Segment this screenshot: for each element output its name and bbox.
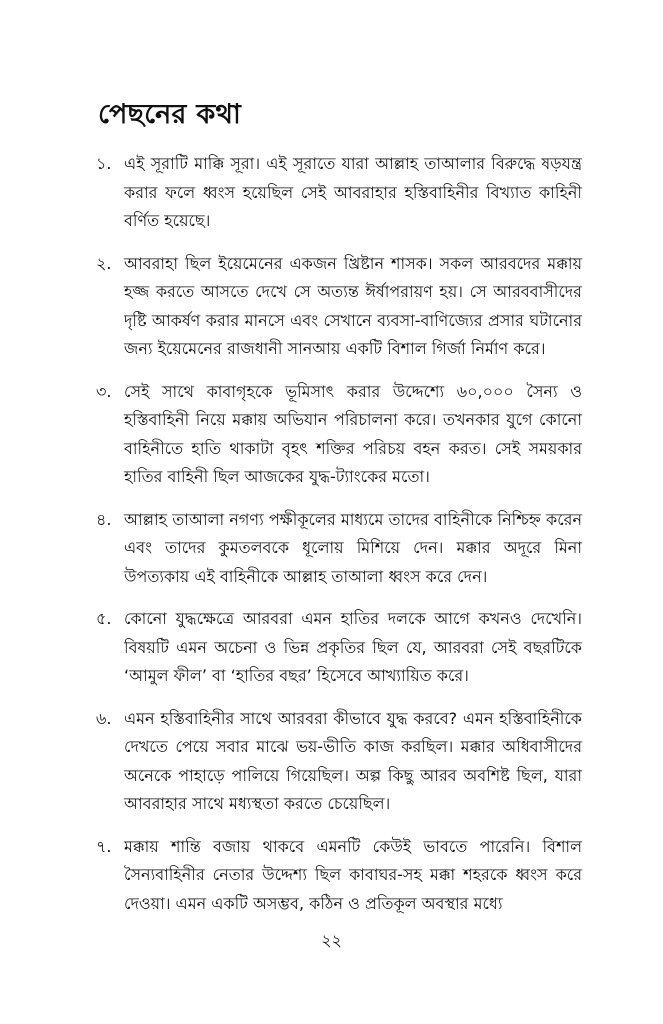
item-text: আল্লাহ তাআলা নগণ্য পক্ষীকূলের মাধ্যমে তাদের বাহিনীকে নিশ্চিহ্ন করেন এবং তাদের কুমতলবকে ধূলোয় মিশিয়ে দেন। মক্কার অদূরে মিনা উপত্যকায় এই বাহিনীকে আল্লাহ তাআলা ধ্বংস করে দেন। <box>124 509 582 586</box>
item-text: কোনো যুদ্ধক্ষেত্রে আরবরা এমন হাতির দলকে আগে কখনও দেখেনি। বিষয়টি এমন অচেনা ও ভিন্ন প্রকৃতির ছিল যে, আরবরা সেই বছরটিকে ‘আমুল ফীল’ বা ‘হাতির বছর’ হিসেবে আখ্যায়িত করে। <box>124 609 582 685</box>
item-text: আবরাহা ছিল ইয়েমেনের একজন খ্রিষ্টান শাসক। সকল আরবদের মক্কায় হজ্জ করতে আসতে দেখে সে অত্যন্ত ঈর্ষাপরায়ণ হয়। সে আরববাসীদের দৃষ্টি আকর্ষণ করার মানসে এবং সেখানে ব্যবসা-বাণিজ্যের প্রসার ঘটানোর জন্য ইয়েমেনের রাজধানী সানআয় একটি বিশাল গির্জা নির্মাণ করে। <box>124 253 582 358</box>
item-number: ২. <box>96 253 112 273</box>
list-item <box>96 833 582 919</box>
item-number: ৪. <box>96 509 112 529</box>
item-number: ৬. <box>96 708 112 728</box>
list-item <box>96 605 582 691</box>
item-text: এমন হস্তিবাহিনীর সাথে আরবরা কীভাবে যুদ্ধ করবে? এমন হস্তিবাহিনীকে দেখতে পেয়ে সবার মাঝে ভয়-ভীতি কাজ করছিল। মক্কার অধিবাসীদের অনেকে পাহাড়ে পালিয়ে গিয়েছিল। অল্প কিছু আরব অবশিষ্ট ছিল, যারা আবরাহার সাথে মধ্যস্থতা করতে চেয়েছিল। <box>124 708 582 813</box>
item-number: ৭. <box>96 836 112 856</box>
item-number: ৩. <box>96 381 112 401</box>
list-item <box>96 378 582 492</box>
numbered-list <box>96 150 582 932</box>
list-item <box>96 250 582 364</box>
page-number: ২২ <box>321 931 342 950</box>
item-text: মক্কায় শান্তি বজায় থাকবে এমনটি কেউই ভাবতে পারেনি। বিশাল সৈন্যবাহিনীর নেতার উদ্দেশ্য ছিল কাবাঘর-সহ মক্কা শহরকে ধ্বংস করে দেওয়া। এমন একটি অসম্ভব, কঠিন ও প্রতিকূল অবস্থার মধ্যে <box>124 836 582 913</box>
list-item <box>96 705 582 819</box>
item-number: ৫. <box>96 609 112 628</box>
item-text: এই সূরাটি মাক্কি সূরা। এই সূরাতে যারা আল্লাহ তাআলার বিরুদ্ধে ষড়যন্ত্র করার ফলে ধ্বংস হয়েছিল সেই আবরাহার হস্তিবাহিনীর বিখ্যাত কাহিনী বর্ণিত হয়েছে। <box>124 154 582 230</box>
item-number: ১. <box>96 154 112 173</box>
page-heading: পেছনের কথা <box>98 99 242 130</box>
list-item <box>96 506 582 592</box>
item-text: সেই সাথে কাবাগৃহকে ভূমিসাৎ করার উদ্দেশ্যে ৬০,০০০ সৈন্য ও হস্তিবাহিনী নিয়ে মক্কায় অভিযান পরিচালনা করে। তখনকার যুগে কোনো বাহিনীতে হাতি থাকাটা বৃহৎ শক্তির পরিচয় বহন করত। সেই সময়কার হাতির বাহিনী ছিল আজকের যুদ্ধ-ট্যাংকের মতো। <box>124 381 582 486</box>
list-item <box>96 150 582 236</box>
